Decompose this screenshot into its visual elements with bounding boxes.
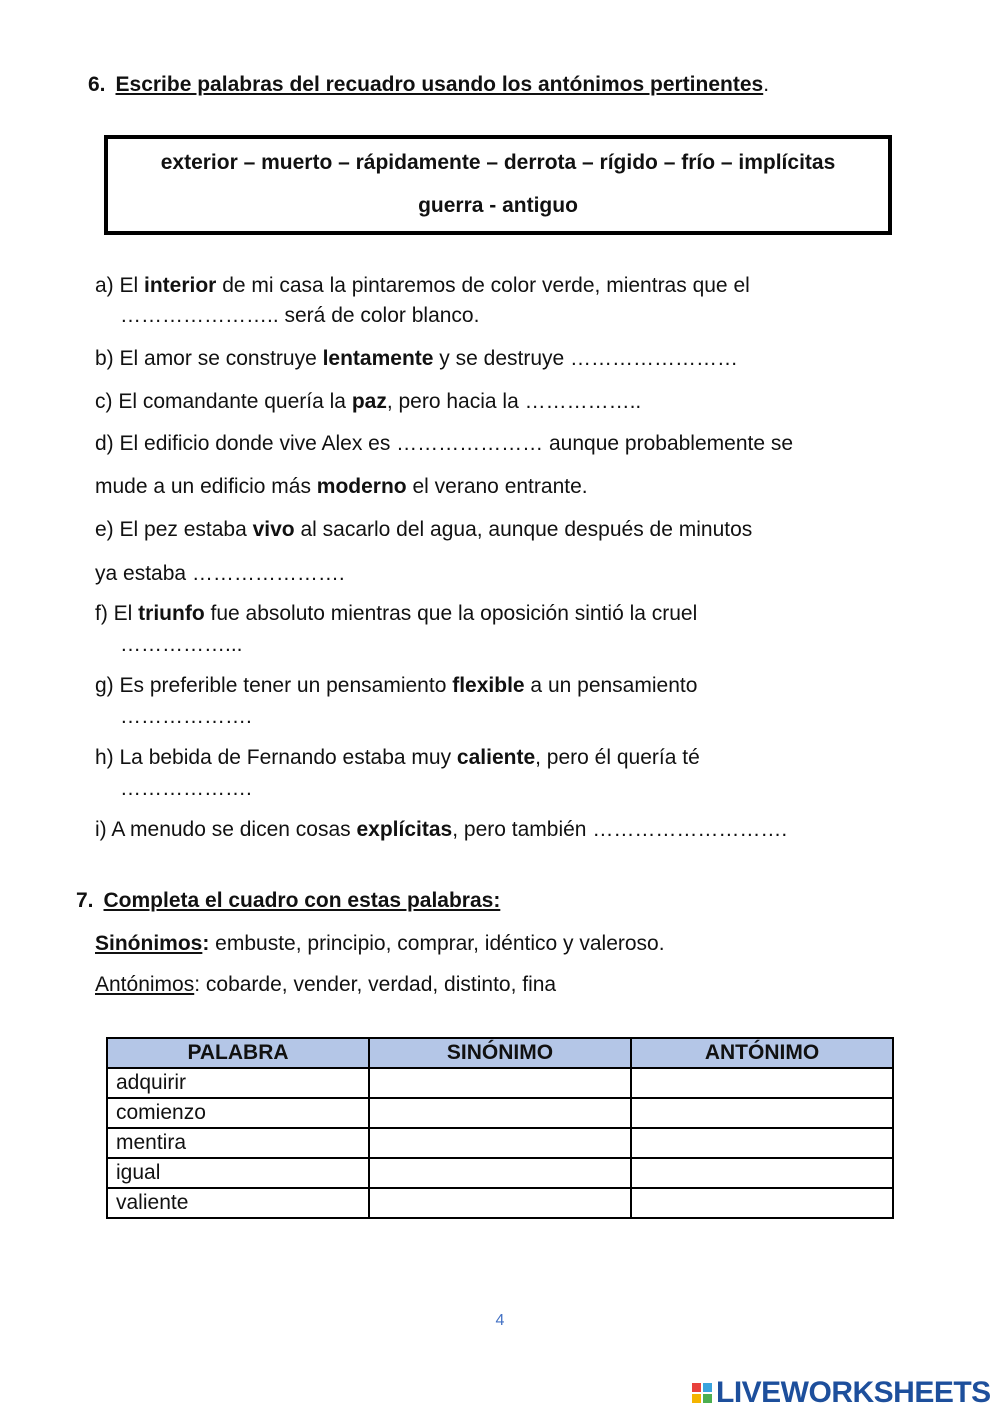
answer-blank-i[interactable]: , pero también ………………………. <box>452 818 788 841</box>
antonym-cell[interactable] <box>631 1188 893 1218</box>
header-palabra: PALABRA <box>107 1038 369 1068</box>
table-row <box>107 1068 893 1098</box>
synonyms-label: Sinónimos <box>95 932 203 955</box>
logo-block <box>692 1394 701 1403</box>
word-cell: valiente <box>107 1188 369 1218</box>
synonyms-words: embuste, principio, comprar, idéntico y valeroso. <box>209 932 665 955</box>
exercise-item-i: i) A menudo se dicen cosas explícitas, pero también ………………………. <box>95 818 788 841</box>
exercise-item-f: f) El triunfo fue absoluto mientras que la oposición sintió la cruel <box>95 602 698 625</box>
word-box-line-1: exterior – muerto – rápidamente – derrota – rígido – frío – implícitas <box>160 151 836 174</box>
word-box <box>104 135 892 235</box>
exercise-item-g: g) Es preferible tener un pensamiento flexible a un pensamiento <box>95 674 698 697</box>
header-sinonimo: SINÓNIMO <box>369 1038 631 1068</box>
antonyms-words: : cobarde, vender, verdad, distinto, fina <box>194 973 557 996</box>
keyword: caliente <box>456 746 536 769</box>
synonym-cell[interactable] <box>369 1068 631 1098</box>
antonym-cell[interactable] <box>631 1068 893 1098</box>
page-number: 4 <box>495 1312 505 1329</box>
synonyms-line: Sinónimos: embuste, principio, comprar, idéntico y valeroso. <box>95 932 665 955</box>
answer-blank-c[interactable]: , pero hacia la …………….. <box>386 390 642 413</box>
logo-block <box>703 1383 712 1392</box>
exercise-item-d[interactable]: d) El edificio donde vive Alex es ………………… aunque probablemente se <box>95 432 794 455</box>
section-6-heading <box>88 73 769 97</box>
keyword: vivo <box>252 518 295 541</box>
answer-blank-h[interactable]: ………………. <box>120 777 252 800</box>
word-box-line-2: guerra - antiguo <box>418 194 578 217</box>
answer-blank-a[interactable]: ………………….. será de color blanco. <box>120 304 480 327</box>
table-row <box>107 1098 893 1128</box>
logo-blocks-icon <box>692 1383 712 1403</box>
logo-block <box>703 1394 712 1403</box>
antonyms-label: Antónimos <box>95 973 195 996</box>
keyword: explícitas <box>356 818 453 841</box>
section-6-title-end: . <box>763 73 770 96</box>
exercise-item-a: a) El interior de mi casa la pintaremos de color verde, mientras que el <box>95 274 750 297</box>
antonym-cell[interactable] <box>631 1128 893 1158</box>
exercise-item-e: e) El pez estaba vivo al sacarlo del agua, aunque después de minutos <box>95 518 753 541</box>
exercise-item-d-cont: mude a un edificio más moderno el verano entrante. <box>95 475 588 498</box>
liveworksheets-logo[interactable] <box>692 1375 991 1411</box>
word-cell: adquirir <box>107 1068 369 1098</box>
section-6-number: 6. <box>88 73 106 96</box>
synonym-cell[interactable] <box>369 1098 631 1128</box>
answer-blank-f[interactable]: ……………... <box>120 633 243 656</box>
keyword: lentamente <box>322 347 434 370</box>
section-6-title: Escribe palabras del recuadro usando los antónimos pertinentes <box>115 73 764 96</box>
antonym-cell[interactable] <box>631 1158 893 1188</box>
word-cell: mentira <box>107 1128 369 1158</box>
exercise-item-c: c) El comandante quería la paz, pero hacia la …………….. <box>95 390 642 413</box>
exercise-item-h: h) La bebida de Fernando estaba muy caliente, pero él quería té <box>95 746 700 769</box>
synonym-cell[interactable] <box>369 1158 631 1188</box>
keyword: paz <box>351 390 387 413</box>
logo-block <box>692 1383 701 1392</box>
section-7-title: Completa el cuadro con estas palabras: <box>103 889 501 912</box>
keyword: triunfo <box>138 602 205 625</box>
logo-text: LIVEWORKSHEETS <box>716 1376 991 1409</box>
keyword: interior <box>144 274 217 297</box>
header-antonimo: ANTÓNIMO <box>631 1038 893 1068</box>
antonyms-line <box>95 973 556 997</box>
table-row <box>107 1158 893 1188</box>
synonym-antonym-table <box>106 1037 894 1219</box>
answer-blank-e[interactable]: ya estaba …………………. <box>95 562 345 585</box>
antonym-cell[interactable] <box>631 1098 893 1128</box>
keyword: flexible <box>452 674 525 697</box>
section-7-number: 7. <box>76 889 94 912</box>
word-cell: comienzo <box>107 1098 369 1128</box>
exercise-item-b: b) El amor se construye lentamente y se destruye …………………… <box>95 347 739 370</box>
keyword: moderno <box>316 475 407 498</box>
word-cell: igual <box>107 1158 369 1188</box>
table-row <box>107 1188 893 1218</box>
answer-blank-g[interactable]: ………………. <box>120 705 252 728</box>
answer-blank-b[interactable]: y se destruye …………………… <box>433 347 739 370</box>
section-7-heading <box>76 889 500 913</box>
table-row <box>107 1128 893 1158</box>
synonym-cell[interactable] <box>369 1188 631 1218</box>
synonym-cell[interactable] <box>369 1128 631 1158</box>
